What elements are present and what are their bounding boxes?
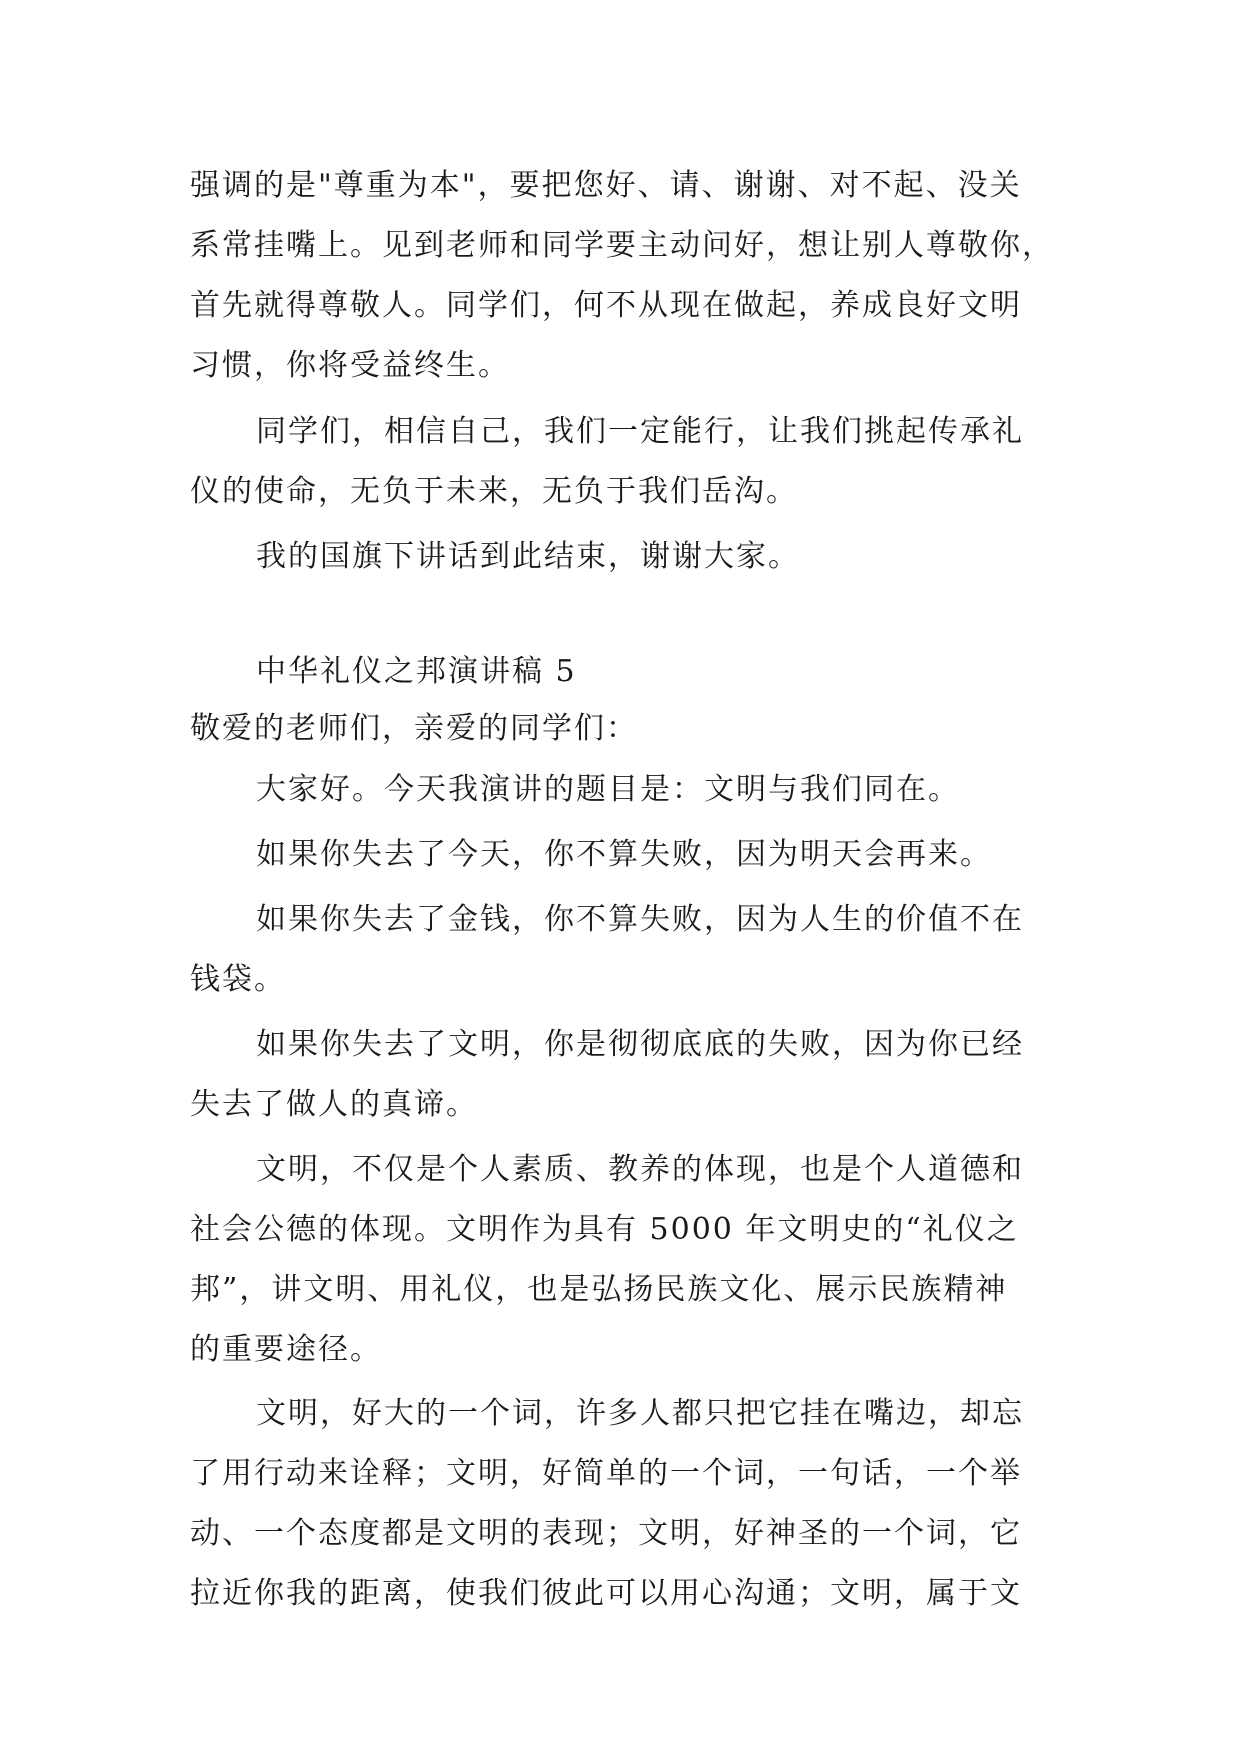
text-line: 动、一个态度都是文明的表现；文明，好神圣的一个词，它 — [190, 1516, 1022, 1551]
text-line: 强调的是"尊重为本"，要把您好、请、谢谢、对不起、没关 — [190, 168, 1022, 203]
text-line: 社会公德的体现。文明作为具有 5000 年文明史的“礼仪之 — [190, 1212, 1019, 1247]
salutation: 敬爱的老师们，亲爱的同学们： — [190, 711, 638, 746]
paragraph-first-line: 如果你失去了金钱，你不算失败，因为人生的价值不在 — [256, 902, 1024, 937]
text-line: 首先就得尊敬人。同学们，何不从现在做起，养成良好文明 — [190, 288, 1022, 323]
paragraph-first-line: 如果你失去了今天，你不算失败，因为明天会再来。 — [256, 837, 992, 872]
section-title: 中华礼仪之邦演讲稿 5 — [256, 654, 577, 689]
text-line: 拉近你我的距离，使我们彼此可以用心沟通；文明，属于文 — [190, 1576, 1022, 1611]
paragraph-first-line: 我的国旗下讲话到此结束，谢谢大家。 — [256, 539, 800, 574]
paragraph-first-line: 同学们，相信自己，我们一定能行，让我们挑起传承礼 — [256, 414, 1024, 449]
text-line: 系常挂嘴上。见到老师和同学要主动问好，想让别人尊敬你， — [190, 228, 1054, 263]
paragraph-first-line: 文明，好大的一个词，许多人都只把它挂在嘴边，却忘 — [256, 1396, 1024, 1431]
paragraph-first-line: 文明，不仅是个人素质、教养的体现，也是个人道德和 — [256, 1152, 1024, 1187]
text-line: 了用行动来诠释；文明，好简单的一个词，一句话，一个举 — [190, 1456, 1022, 1491]
text-line: 邦”，讲文明、用礼仪，也是弘扬民族文化、展示民族精神 — [190, 1272, 1008, 1307]
text-line: 钱袋。 — [190, 962, 286, 997]
paragraph-first-line: 如果你失去了文明，你是彻彻底底的失败，因为你已经 — [256, 1027, 1024, 1062]
text-line: 的重要途径。 — [190, 1332, 382, 1367]
text-line: 仪的使命，无负于未来，无负于我们岳沟。 — [190, 474, 798, 509]
text-line: 失去了做人的真谛。 — [190, 1087, 478, 1122]
paragraph-first-line: 大家好。今天我演讲的题目是：文明与我们同在。 — [256, 772, 960, 807]
text-line: 习惯，你将受益终生。 — [190, 348, 510, 383]
